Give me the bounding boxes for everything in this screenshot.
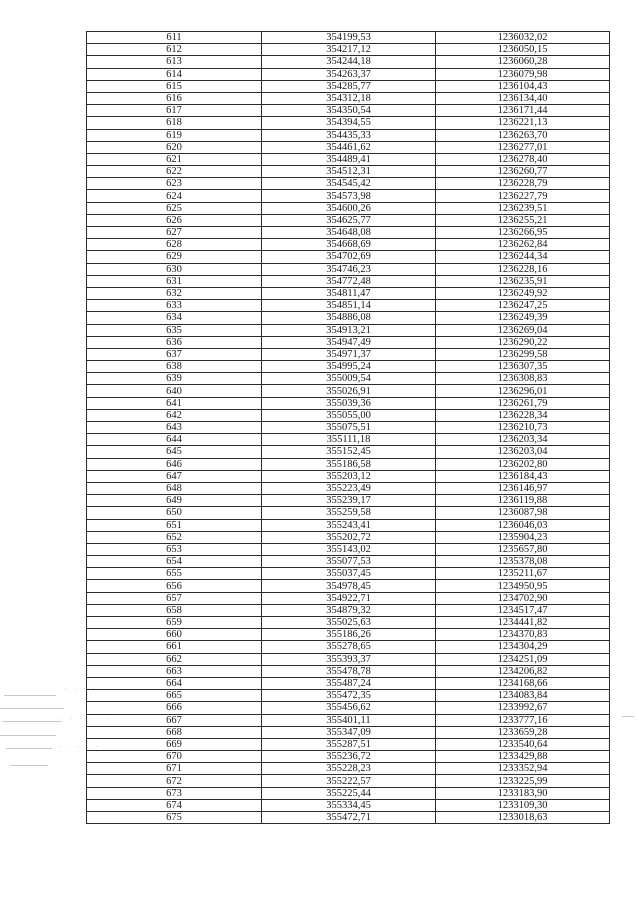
- table-row: [87, 702, 610, 714]
- y-coordinate-cell: 1236228,79: [436, 178, 610, 190]
- point-number-cell: 660: [87, 629, 262, 641]
- point-number-cell: 666: [87, 702, 262, 714]
- x-coordinate-cell: 354995,24: [262, 361, 436, 373]
- point-number-cell: 627: [87, 227, 262, 239]
- point-number-cell: 647: [87, 470, 262, 482]
- y-coordinate-cell: 1236278,40: [436, 153, 610, 165]
- point-number-cell: 644: [87, 434, 262, 446]
- point-number-cell: 672: [87, 775, 262, 787]
- point-number-cell: 669: [87, 738, 262, 750]
- point-number-cell: 659: [87, 617, 262, 629]
- table-row: [87, 300, 610, 312]
- point-number-cell: 634: [87, 312, 262, 324]
- point-number-cell: 653: [87, 543, 262, 555]
- point-number-cell: 623: [87, 178, 262, 190]
- point-number-cell: 646: [87, 458, 262, 470]
- scan-artifact: [622, 716, 634, 717]
- y-coordinate-cell: 1233109,30: [436, 799, 610, 811]
- y-coordinate-cell: 1236202,80: [436, 458, 610, 470]
- point-number-cell: 639: [87, 373, 262, 385]
- x-coordinate-cell: 354217,12: [262, 44, 436, 56]
- point-number-cell: 650: [87, 507, 262, 519]
- point-number-cell: 622: [87, 166, 262, 178]
- table-row: [87, 287, 610, 299]
- point-number-cell: 658: [87, 604, 262, 616]
- y-coordinate-cell: 1233183,90: [436, 787, 610, 799]
- x-coordinate-cell: 354971,37: [262, 348, 436, 360]
- y-coordinate-cell: 1233018,63: [436, 812, 610, 824]
- table-row: [87, 166, 610, 178]
- point-number-cell: 645: [87, 446, 262, 458]
- scan-artifact: [2, 721, 62, 722]
- point-number-cell: 631: [87, 275, 262, 287]
- y-coordinate-cell: 1236203,04: [436, 446, 610, 458]
- table-row: [87, 653, 610, 665]
- y-coordinate-cell: 1233659,28: [436, 726, 610, 738]
- table-row: [87, 775, 610, 787]
- x-coordinate-cell: 355025,63: [262, 617, 436, 629]
- table-row: [87, 153, 610, 165]
- x-coordinate-cell: 354702,69: [262, 251, 436, 263]
- table-row: [87, 629, 610, 641]
- point-number-cell: 668: [87, 726, 262, 738]
- point-number-cell: 664: [87, 677, 262, 689]
- table-row: [87, 92, 610, 104]
- x-coordinate-cell: 354978,45: [262, 580, 436, 592]
- table-row: [87, 80, 610, 92]
- table-row: [87, 617, 610, 629]
- table-row: [87, 751, 610, 763]
- point-number-cell: 636: [87, 336, 262, 348]
- x-coordinate-cell: 354244,18: [262, 56, 436, 68]
- table-row: [87, 324, 610, 336]
- y-coordinate-cell: 1235657,80: [436, 543, 610, 555]
- point-number-cell: 626: [87, 214, 262, 226]
- y-coordinate-cell: 1236050,15: [436, 44, 610, 56]
- y-coordinate-cell: 1235904,23: [436, 531, 610, 543]
- point-number-cell: 657: [87, 592, 262, 604]
- coordinates-table: [86, 31, 610, 824]
- y-coordinate-cell: 1236262,84: [436, 239, 610, 251]
- table-row: [87, 312, 610, 324]
- point-number-cell: 617: [87, 105, 262, 117]
- scan-artifact: [0, 735, 56, 736]
- table-row: [87, 44, 610, 56]
- table-row: [87, 458, 610, 470]
- x-coordinate-cell: 354879,32: [262, 604, 436, 616]
- point-number-cell: 674: [87, 799, 262, 811]
- table-row: [87, 263, 610, 275]
- table-row: [87, 239, 610, 251]
- table-row: [87, 385, 610, 397]
- point-number-cell: 629: [87, 251, 262, 263]
- x-coordinate-cell: 355334,45: [262, 799, 436, 811]
- x-coordinate-cell: 355186,58: [262, 458, 436, 470]
- table-row: [87, 543, 610, 555]
- point-number-cell: 654: [87, 556, 262, 568]
- y-coordinate-cell: 1234251,09: [436, 653, 610, 665]
- table-row: [87, 251, 610, 263]
- x-coordinate-cell: 355243,41: [262, 519, 436, 531]
- y-coordinate-cell: 1235211,67: [436, 568, 610, 580]
- x-coordinate-cell: 354545,42: [262, 178, 436, 190]
- x-coordinate-cell: 354263,37: [262, 68, 436, 80]
- y-coordinate-cell: 1234517,47: [436, 604, 610, 616]
- y-coordinate-cell: 1236277,01: [436, 141, 610, 153]
- y-coordinate-cell: 1234083,84: [436, 690, 610, 702]
- point-number-cell: 670: [87, 751, 262, 763]
- y-coordinate-cell: 1234168,66: [436, 677, 610, 689]
- x-coordinate-cell: 354461,62: [262, 141, 436, 153]
- table-row: [87, 799, 610, 811]
- point-number-cell: 673: [87, 787, 262, 799]
- x-coordinate-cell: 355401,11: [262, 714, 436, 726]
- y-coordinate-cell: 1236221,13: [436, 117, 610, 129]
- x-coordinate-cell: 354668,69: [262, 239, 436, 251]
- x-coordinate-cell: 355487,24: [262, 677, 436, 689]
- point-number-cell: 620: [87, 141, 262, 153]
- x-coordinate-cell: 354947,49: [262, 336, 436, 348]
- point-number-cell: 635: [87, 324, 262, 336]
- y-coordinate-cell: 1236134,40: [436, 92, 610, 104]
- table-row: [87, 373, 610, 385]
- y-coordinate-cell: 1236203,34: [436, 434, 610, 446]
- y-coordinate-cell: 1236261,79: [436, 397, 610, 409]
- point-number-cell: 661: [87, 641, 262, 653]
- x-coordinate-cell: 355239,17: [262, 495, 436, 507]
- y-coordinate-cell: 1236296,01: [436, 385, 610, 397]
- x-coordinate-cell: 354648,08: [262, 227, 436, 239]
- x-coordinate-cell: 354394,55: [262, 117, 436, 129]
- table-row: [87, 68, 610, 80]
- coordinates-table-body: [87, 32, 610, 824]
- x-coordinate-cell: 354512,31: [262, 166, 436, 178]
- x-coordinate-cell: 354913,21: [262, 324, 436, 336]
- point-number-cell: 662: [87, 653, 262, 665]
- table-row: [87, 202, 610, 214]
- y-coordinate-cell: 1233777,16: [436, 714, 610, 726]
- x-coordinate-cell: 354435,33: [262, 129, 436, 141]
- point-number-cell: 624: [87, 190, 262, 202]
- table-row: [87, 812, 610, 824]
- table-row: [87, 568, 610, 580]
- y-coordinate-cell: 1236087,98: [436, 507, 610, 519]
- table-row: [87, 763, 610, 775]
- x-coordinate-cell: 354772,48: [262, 275, 436, 287]
- x-coordinate-cell: 354489,41: [262, 153, 436, 165]
- table-row: [87, 56, 610, 68]
- scan-artifact: . . . . . .: [60, 714, 111, 721]
- table-row: [87, 227, 610, 239]
- y-coordinate-cell: 1236228,16: [436, 263, 610, 275]
- point-number-cell: 667: [87, 714, 262, 726]
- x-coordinate-cell: 355472,71: [262, 812, 436, 824]
- table-row: [87, 580, 610, 592]
- point-number-cell: 675: [87, 812, 262, 824]
- y-coordinate-cell: 1236249,92: [436, 287, 610, 299]
- x-coordinate-cell: 354746,23: [262, 263, 436, 275]
- point-number-cell: 613: [87, 56, 262, 68]
- table-row: [87, 129, 610, 141]
- table-row: [87, 592, 610, 604]
- point-number-cell: 614: [87, 68, 262, 80]
- x-coordinate-cell: 355223,49: [262, 482, 436, 494]
- point-number-cell: 642: [87, 409, 262, 421]
- point-number-cell: 643: [87, 422, 262, 434]
- point-number-cell: 652: [87, 531, 262, 543]
- point-number-cell: 618: [87, 117, 262, 129]
- point-number-cell: 632: [87, 287, 262, 299]
- table-row: [87, 178, 610, 190]
- point-number-cell: 656: [87, 580, 262, 592]
- x-coordinate-cell: 354600,26: [262, 202, 436, 214]
- y-coordinate-cell: 1236260,77: [436, 166, 610, 178]
- y-coordinate-cell: 1235378,08: [436, 556, 610, 568]
- x-coordinate-cell: 355039,36: [262, 397, 436, 409]
- y-coordinate-cell: 1236171,44: [436, 105, 610, 117]
- y-coordinate-cell: 1236269,04: [436, 324, 610, 336]
- x-coordinate-cell: 355143,02: [262, 543, 436, 555]
- point-number-cell: 671: [87, 763, 262, 775]
- table-row: [87, 641, 610, 653]
- y-coordinate-cell: 1236032,02: [436, 32, 610, 44]
- table-row: [87, 434, 610, 446]
- y-coordinate-cell: 1234206,82: [436, 665, 610, 677]
- point-number-cell: 648: [87, 482, 262, 494]
- y-coordinate-cell: 1236119,88: [436, 495, 610, 507]
- point-number-cell: 640: [87, 385, 262, 397]
- x-coordinate-cell: 355393,37: [262, 653, 436, 665]
- point-number-cell: 633: [87, 300, 262, 312]
- scan-artifact: [4, 695, 56, 696]
- x-coordinate-cell: 355202,72: [262, 531, 436, 543]
- table-row: [87, 482, 610, 494]
- y-coordinate-cell: 1234950,95: [436, 580, 610, 592]
- x-coordinate-cell: 354199,53: [262, 32, 436, 44]
- table-row: [87, 519, 610, 531]
- y-coordinate-cell: 1236290,22: [436, 336, 610, 348]
- x-coordinate-cell: 354350,54: [262, 105, 436, 117]
- y-coordinate-cell: 1236239,51: [436, 202, 610, 214]
- x-coordinate-cell: 355478,78: [262, 665, 436, 677]
- x-coordinate-cell: 355228,23: [262, 763, 436, 775]
- table-row: [87, 556, 610, 568]
- x-coordinate-cell: 355259,58: [262, 507, 436, 519]
- scan-artifact: . . . . .: [58, 742, 100, 749]
- x-coordinate-cell: 355026,91: [262, 385, 436, 397]
- point-number-cell: 665: [87, 690, 262, 702]
- scan-artifact: [10, 765, 48, 766]
- point-number-cell: 615: [87, 80, 262, 92]
- point-number-cell: 649: [87, 495, 262, 507]
- x-coordinate-cell: 354625,77: [262, 214, 436, 226]
- table-row: [87, 446, 610, 458]
- x-coordinate-cell: 355111,18: [262, 434, 436, 446]
- point-number-cell: 641: [87, 397, 262, 409]
- x-coordinate-cell: 355456,62: [262, 702, 436, 714]
- x-coordinate-cell: 355037,45: [262, 568, 436, 580]
- table-row: [87, 665, 610, 677]
- y-coordinate-cell: 1234441,82: [436, 617, 610, 629]
- x-coordinate-cell: 354886,08: [262, 312, 436, 324]
- table-row: [87, 738, 610, 750]
- y-coordinate-cell: 1236228,34: [436, 409, 610, 421]
- y-coordinate-cell: 1236307,35: [436, 361, 610, 373]
- y-coordinate-cell: 1236249,39: [436, 312, 610, 324]
- y-coordinate-cell: 1236299,58: [436, 348, 610, 360]
- table-row: [87, 690, 610, 702]
- x-coordinate-cell: 354922,71: [262, 592, 436, 604]
- table-row: [87, 531, 610, 543]
- y-coordinate-cell: 1236308,83: [436, 373, 610, 385]
- x-coordinate-cell: 355278,65: [262, 641, 436, 653]
- table-row: [87, 117, 610, 129]
- y-coordinate-cell: 1236227,79: [436, 190, 610, 202]
- y-coordinate-cell: 1234370,83: [436, 629, 610, 641]
- x-coordinate-cell: 355222,57: [262, 775, 436, 787]
- table-row: [87, 397, 610, 409]
- y-coordinate-cell: 1234702,90: [436, 592, 610, 604]
- scan-artifact: [0, 708, 64, 709]
- point-number-cell: 621: [87, 153, 262, 165]
- point-number-cell: 630: [87, 263, 262, 275]
- y-coordinate-cell: 1233225,99: [436, 775, 610, 787]
- y-coordinate-cell: 1236146,97: [436, 482, 610, 494]
- y-coordinate-cell: 1236266,95: [436, 227, 610, 239]
- x-coordinate-cell: 355077,53: [262, 556, 436, 568]
- y-coordinate-cell: 1236263,70: [436, 129, 610, 141]
- point-number-cell: 628: [87, 239, 262, 251]
- point-number-cell: 612: [87, 44, 262, 56]
- point-number-cell: 616: [87, 92, 262, 104]
- y-coordinate-cell: 1233429,88: [436, 751, 610, 763]
- x-coordinate-cell: 354312,18: [262, 92, 436, 104]
- y-coordinate-cell: 1233992,67: [436, 702, 610, 714]
- x-coordinate-cell: 355009,54: [262, 373, 436, 385]
- point-number-cell: 611: [87, 32, 262, 44]
- table-row: [87, 677, 610, 689]
- table-row: [87, 422, 610, 434]
- table-row: [87, 190, 610, 202]
- point-number-cell: 663: [87, 665, 262, 677]
- x-coordinate-cell: 354851,14: [262, 300, 436, 312]
- point-number-cell: 655: [87, 568, 262, 580]
- table-row: [87, 495, 610, 507]
- point-number-cell: 625: [87, 202, 262, 214]
- table-row: [87, 470, 610, 482]
- y-coordinate-cell: 1233352,94: [436, 763, 610, 775]
- y-coordinate-cell: 1234304,29: [436, 641, 610, 653]
- y-coordinate-cell: 1236079,98: [436, 68, 610, 80]
- y-coordinate-cell: 1236046,03: [436, 519, 610, 531]
- x-coordinate-cell: 354573,98: [262, 190, 436, 202]
- table-row: [87, 361, 610, 373]
- x-coordinate-cell: 355186,26: [262, 629, 436, 641]
- table-row: [87, 214, 610, 226]
- y-coordinate-cell: 1236210,73: [436, 422, 610, 434]
- table-row: [87, 336, 610, 348]
- x-coordinate-cell: 355203,12: [262, 470, 436, 482]
- table-row: [87, 348, 610, 360]
- point-number-cell: 637: [87, 348, 262, 360]
- scan-artifact: [6, 748, 52, 749]
- y-coordinate-cell: 1236104,43: [436, 80, 610, 92]
- x-coordinate-cell: 354811,47: [262, 287, 436, 299]
- y-coordinate-cell: 1233540,64: [436, 738, 610, 750]
- y-coordinate-cell: 1236235,91: [436, 275, 610, 287]
- x-coordinate-cell: 355347,09: [262, 726, 436, 738]
- x-coordinate-cell: 355472,35: [262, 690, 436, 702]
- table-row: [87, 726, 610, 738]
- x-coordinate-cell: 355075,51: [262, 422, 436, 434]
- table-row: [87, 409, 610, 421]
- scan-artifact: . . . .: [64, 684, 97, 691]
- table-row: [87, 105, 610, 117]
- point-number-cell: 651: [87, 519, 262, 531]
- table-row: [87, 275, 610, 287]
- x-coordinate-cell: 355152,45: [262, 446, 436, 458]
- x-coordinate-cell: 354285,77: [262, 80, 436, 92]
- y-coordinate-cell: 1236184,43: [436, 470, 610, 482]
- point-number-cell: 619: [87, 129, 262, 141]
- table-row: [87, 32, 610, 44]
- x-coordinate-cell: 355225,44: [262, 787, 436, 799]
- y-coordinate-cell: 1236247,25: [436, 300, 610, 312]
- y-coordinate-cell: 1236255,21: [436, 214, 610, 226]
- table-row: [87, 141, 610, 153]
- y-coordinate-cell: 1236244,34: [436, 251, 610, 263]
- table-row: [87, 507, 610, 519]
- point-number-cell: 638: [87, 361, 262, 373]
- x-coordinate-cell: 355236,72: [262, 751, 436, 763]
- x-coordinate-cell: 355055,00: [262, 409, 436, 421]
- table-row: [87, 604, 610, 616]
- y-coordinate-cell: 1236060,28: [436, 56, 610, 68]
- x-coordinate-cell: 355287,51: [262, 738, 436, 750]
- table-row: [87, 714, 610, 726]
- table-row: [87, 787, 610, 799]
